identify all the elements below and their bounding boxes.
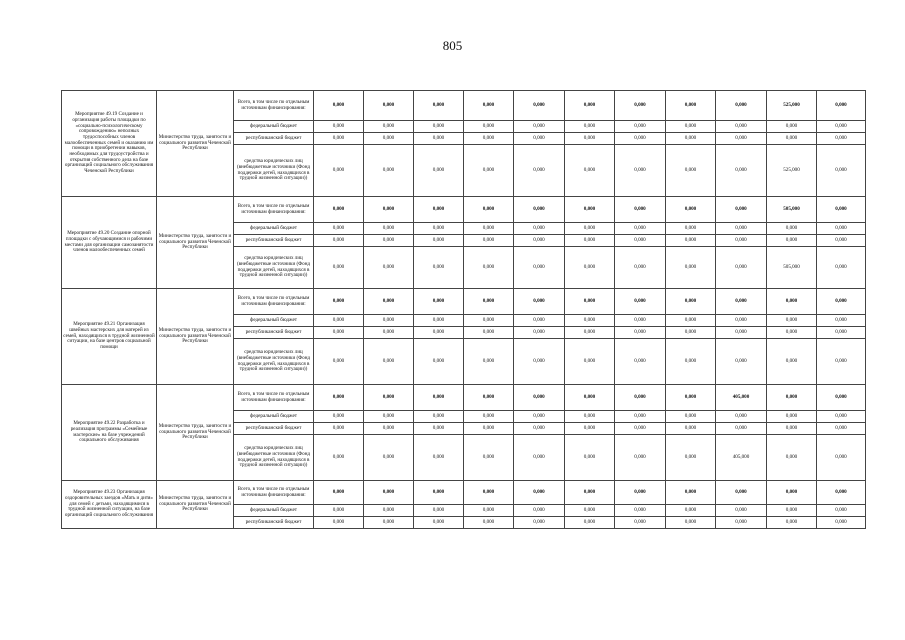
value-cell: 0,000 bbox=[817, 411, 866, 423]
value-cell: 0,000 bbox=[364, 339, 414, 385]
funding-source-cell: республиканский бюджет bbox=[234, 235, 314, 247]
value-cell: 0,000 bbox=[414, 289, 464, 315]
value-cell: 0,000 bbox=[414, 435, 464, 481]
table-row bbox=[62, 197, 866, 223]
value-cell: 0,000 bbox=[565, 315, 615, 327]
value-cell: 0,000 bbox=[565, 289, 615, 315]
value-cell: 0,000 bbox=[767, 411, 817, 423]
funding-source-cell: федеральный бюджет bbox=[234, 411, 314, 423]
value-cell: 0,000 bbox=[565, 505, 615, 517]
value-cell: 0,000 bbox=[314, 517, 364, 529]
value-cell: 0,000 bbox=[565, 197, 615, 223]
value-cell: 0,000 bbox=[414, 247, 464, 289]
value-cell: 0,000 bbox=[767, 235, 817, 247]
value-cell: 0,000 bbox=[414, 235, 464, 247]
value-cell: 0,000 bbox=[364, 327, 414, 339]
value-cell: 0,000 bbox=[514, 145, 565, 197]
value-cell: 0,000 bbox=[666, 505, 716, 517]
value-cell: 0,000 bbox=[464, 423, 514, 435]
value-cell: 0,000 bbox=[666, 315, 716, 327]
value-cell: 0,000 bbox=[817, 435, 866, 481]
value-cell: 0,000 bbox=[615, 121, 666, 133]
value-cell: 0,000 bbox=[464, 235, 514, 247]
value-cell: 0,000 bbox=[314, 235, 364, 247]
value-cell: 0,000 bbox=[615, 411, 666, 423]
value-cell: 0,000 bbox=[514, 91, 565, 121]
funding-source-cell: средства юридических лиц (внебюджетные источники (Фонд поддержки детей, находящихся в трудной жизненной ситуации)) bbox=[234, 247, 314, 289]
value-cell: 0,000 bbox=[716, 339, 767, 385]
measure-title: Мероприятие 49.22 Разработка и реализация программы «Семейные мастерские» на базе учреждений социального обслуживания bbox=[62, 385, 157, 481]
funding-source-cell: федеральный бюджет bbox=[234, 223, 314, 235]
value-cell: 0,000 bbox=[666, 145, 716, 197]
value-cell: 0,000 bbox=[666, 517, 716, 529]
value-cell: 0,000 bbox=[414, 517, 464, 529]
value-cell: 505,000 bbox=[767, 197, 817, 223]
value-cell: 0,000 bbox=[716, 481, 767, 505]
value-cell: 0,000 bbox=[615, 197, 666, 223]
value-cell: 0,000 bbox=[817, 517, 866, 529]
value-cell: 0,000 bbox=[817, 145, 866, 197]
value-cell: 0,000 bbox=[615, 235, 666, 247]
funding-source-cell: Всего, в том числе по отдельным источникам финансирования: bbox=[234, 385, 314, 411]
value-cell: 0,000 bbox=[514, 223, 565, 235]
value-cell: 0,000 bbox=[666, 327, 716, 339]
value-cell: 0,000 bbox=[716, 223, 767, 235]
value-cell: 0,000 bbox=[565, 339, 615, 385]
value-cell: 0,000 bbox=[414, 423, 464, 435]
value-cell: 0,000 bbox=[414, 223, 464, 235]
value-cell: 0,000 bbox=[666, 385, 716, 411]
value-cell: 0,000 bbox=[314, 423, 364, 435]
value-cell: 0,000 bbox=[464, 121, 514, 133]
value-cell: 0,000 bbox=[716, 327, 767, 339]
value-cell: 0,000 bbox=[666, 423, 716, 435]
value-cell: 0,000 bbox=[817, 315, 866, 327]
value-cell: 0,000 bbox=[414, 481, 464, 505]
value-cell: 0,000 bbox=[817, 197, 866, 223]
value-cell: 0,000 bbox=[615, 315, 666, 327]
value-cell: 0,000 bbox=[565, 327, 615, 339]
funding-source-cell: республиканский бюджет bbox=[234, 133, 314, 145]
value-cell: 0,000 bbox=[464, 481, 514, 505]
value-cell: 0,000 bbox=[364, 133, 414, 145]
value-cell: 0,000 bbox=[817, 235, 866, 247]
funding-source-cell: средства юридических лиц (внебюджетные источники (Фонд поддержки детей, находящихся в трудной жизненной ситуации)) bbox=[234, 435, 314, 481]
table-row bbox=[62, 385, 866, 411]
funding-source-cell: республиканский бюджет bbox=[234, 327, 314, 339]
value-cell: 0,000 bbox=[666, 339, 716, 385]
value-cell: 0,000 bbox=[464, 247, 514, 289]
value-cell: 0,000 bbox=[414, 327, 464, 339]
value-cell: 0,000 bbox=[615, 505, 666, 517]
value-cell: 0,000 bbox=[514, 423, 565, 435]
value-cell: 0,000 bbox=[514, 385, 565, 411]
value-cell: 0,000 bbox=[615, 327, 666, 339]
value-cell: 0,000 bbox=[364, 505, 414, 517]
value-cell: 0,000 bbox=[464, 339, 514, 385]
value-cell: 0,000 bbox=[514, 339, 565, 385]
value-cell: 0,000 bbox=[514, 517, 565, 529]
value-cell: 0,000 bbox=[767, 223, 817, 235]
value-cell: 0,000 bbox=[615, 385, 666, 411]
value-cell: 0,000 bbox=[817, 133, 866, 145]
value-cell: 0,000 bbox=[364, 385, 414, 411]
value-cell: 0,000 bbox=[767, 327, 817, 339]
executor-cell: Министерство труда, занятости и социального развития Чеченской Республики bbox=[157, 385, 234, 481]
value-cell: 0,000 bbox=[464, 133, 514, 145]
value-cell: 405,000 bbox=[716, 435, 767, 481]
value-cell: 0,000 bbox=[464, 91, 514, 121]
value-cell: 0,000 bbox=[314, 289, 364, 315]
value-cell: 0,000 bbox=[464, 517, 514, 529]
value-cell: 0,000 bbox=[716, 133, 767, 145]
value-cell: 0,000 bbox=[615, 133, 666, 145]
funding-source-cell: средства юридических лиц (внебюджетные источники (Фонд поддержки детей, находящихся в трудной жизненной ситуации)) bbox=[234, 145, 314, 197]
value-cell: 0,000 bbox=[666, 481, 716, 505]
value-cell: 0,000 bbox=[565, 223, 615, 235]
value-cell: 0,000 bbox=[767, 289, 817, 315]
value-cell: 0,000 bbox=[464, 197, 514, 223]
value-cell: 0,000 bbox=[565, 91, 615, 121]
value-cell: 0,000 bbox=[514, 197, 565, 223]
value-cell: 0,000 bbox=[464, 315, 514, 327]
table-row bbox=[62, 289, 866, 315]
value-cell: 0,000 bbox=[514, 315, 565, 327]
value-cell: 0,000 bbox=[817, 505, 866, 517]
value-cell: 0,000 bbox=[716, 247, 767, 289]
value-cell: 0,000 bbox=[414, 339, 464, 385]
executor-cell: Министерство труда, занятости и социального развития Чеченской Республики bbox=[157, 197, 234, 289]
value-cell: 525,000 bbox=[767, 91, 817, 121]
value-cell: 0,000 bbox=[414, 411, 464, 423]
value-cell: 0,000 bbox=[314, 315, 364, 327]
value-cell: 0,000 bbox=[666, 289, 716, 315]
value-cell: 0,000 bbox=[716, 289, 767, 315]
funding-source-cell: Всего, в том числе по отдельным источникам финансирования: bbox=[234, 289, 314, 315]
value-cell: 0,000 bbox=[314, 339, 364, 385]
value-cell: 0,000 bbox=[364, 411, 414, 423]
value-cell: 405,000 bbox=[716, 385, 767, 411]
value-cell: 0,000 bbox=[414, 133, 464, 145]
funding-source-cell: Всего, в том числе по отдельным источникам финансирования: bbox=[234, 91, 314, 121]
value-cell: 0,000 bbox=[364, 481, 414, 505]
value-cell: 0,000 bbox=[314, 481, 364, 505]
value-cell: 0,000 bbox=[514, 327, 565, 339]
value-cell: 0,000 bbox=[364, 247, 414, 289]
value-cell: 0,000 bbox=[514, 289, 565, 315]
value-cell: 0,000 bbox=[565, 121, 615, 133]
value-cell: 0,000 bbox=[565, 133, 615, 145]
value-cell: 0,000 bbox=[565, 145, 615, 197]
value-cell: 0,000 bbox=[565, 517, 615, 529]
value-cell: 0,000 bbox=[565, 481, 615, 505]
value-cell: 0,000 bbox=[314, 121, 364, 133]
value-cell: 0,000 bbox=[716, 505, 767, 517]
value-cell: 0,000 bbox=[767, 423, 817, 435]
value-cell: 0,000 bbox=[767, 385, 817, 411]
value-cell: 0,000 bbox=[615, 435, 666, 481]
value-cell: 0,000 bbox=[615, 517, 666, 529]
budget-table-body bbox=[62, 91, 866, 529]
value-cell: 0,000 bbox=[716, 517, 767, 529]
value-cell: 0,000 bbox=[817, 121, 866, 133]
value-cell: 0,000 bbox=[716, 235, 767, 247]
value-cell: 0,000 bbox=[464, 223, 514, 235]
value-cell: 0,000 bbox=[666, 197, 716, 223]
value-cell: 0,000 bbox=[716, 315, 767, 327]
value-cell: 0,000 bbox=[414, 91, 464, 121]
value-cell: 0,000 bbox=[364, 289, 414, 315]
value-cell: 0,000 bbox=[364, 121, 414, 133]
value-cell: 0,000 bbox=[716, 423, 767, 435]
value-cell: 0,000 bbox=[364, 91, 414, 121]
value-cell: 0,000 bbox=[464, 435, 514, 481]
value-cell: 0,000 bbox=[565, 385, 615, 411]
value-cell: 0,000 bbox=[817, 339, 866, 385]
value-cell: 0,000 bbox=[615, 481, 666, 505]
value-cell: 0,000 bbox=[514, 505, 565, 517]
value-cell: 0,000 bbox=[414, 197, 464, 223]
value-cell: 0,000 bbox=[364, 435, 414, 481]
value-cell: 0,000 bbox=[464, 505, 514, 517]
value-cell: 0,000 bbox=[314, 435, 364, 481]
value-cell: 0,000 bbox=[514, 411, 565, 423]
value-cell: 0,000 bbox=[817, 223, 866, 235]
executor-cell: Министерство труда, занятости и социального развития Чеченской Республики bbox=[157, 289, 234, 385]
value-cell: 0,000 bbox=[464, 327, 514, 339]
measure-title: Мероприятие 49.21 Организация швейных мастерских для матерей из семей, находящихся в трудной жизненной ситуации, на базе центров социальной помощи bbox=[62, 289, 157, 385]
value-cell: 0,000 bbox=[514, 121, 565, 133]
value-cell: 0,000 bbox=[666, 133, 716, 145]
value-cell: 0,000 bbox=[817, 289, 866, 315]
value-cell: 0,000 bbox=[514, 247, 565, 289]
value-cell: 0,000 bbox=[666, 121, 716, 133]
value-cell: 0,000 bbox=[314, 385, 364, 411]
value-cell: 0,000 bbox=[767, 517, 817, 529]
funding-source-cell: республиканский бюджет bbox=[234, 423, 314, 435]
value-cell: 0,000 bbox=[314, 247, 364, 289]
value-cell: 0,000 bbox=[314, 223, 364, 235]
value-cell: 0,000 bbox=[364, 423, 414, 435]
value-cell: 0,000 bbox=[767, 315, 817, 327]
value-cell: 0,000 bbox=[414, 315, 464, 327]
value-cell: 0,000 bbox=[364, 517, 414, 529]
value-cell: 0,000 bbox=[464, 385, 514, 411]
executor-cell: Министерство труда, занятости и социального развития Чеченской Республики bbox=[157, 481, 234, 529]
funding-source-cell: федеральный бюджет bbox=[234, 505, 314, 517]
value-cell: 0,000 bbox=[615, 223, 666, 235]
value-cell: 0,000 bbox=[666, 411, 716, 423]
value-cell: 0,000 bbox=[767, 435, 817, 481]
value-cell: 0,000 bbox=[565, 423, 615, 435]
value-cell: 0,000 bbox=[767, 481, 817, 505]
value-cell: 0,000 bbox=[817, 385, 866, 411]
value-cell: 0,000 bbox=[514, 133, 565, 145]
value-cell: 0,000 bbox=[314, 197, 364, 223]
value-cell: 0,000 bbox=[666, 435, 716, 481]
value-cell: 0,000 bbox=[817, 481, 866, 505]
value-cell: 0,000 bbox=[514, 481, 565, 505]
table-row bbox=[62, 481, 866, 505]
value-cell: 0,000 bbox=[565, 435, 615, 481]
value-cell: 0,000 bbox=[314, 91, 364, 121]
value-cell: 0,000 bbox=[314, 411, 364, 423]
value-cell: 0,000 bbox=[414, 121, 464, 133]
value-cell: 0,000 bbox=[615, 91, 666, 121]
measure-title: Мероприятие 49.23 Организация оздоровительных заездов «Мать и дитя» для семей с детьми, находящимися в трудной жизненной ситуации, на базе организаций социального обслуживания bbox=[62, 481, 157, 529]
value-cell: 505,000 bbox=[767, 247, 817, 289]
measure-title: Мероприятие 49.20 Создание опорной площадки с обучающимися и рабочими местами для организации самозанятости членов малообеспеченных семей bbox=[62, 197, 157, 289]
value-cell: 0,000 bbox=[314, 505, 364, 517]
value-cell: 525,000 bbox=[767, 145, 817, 197]
executor-cell: Министерство труда, занятости и социального развития Чеченской Республики bbox=[157, 91, 234, 197]
value-cell: 0,000 bbox=[565, 235, 615, 247]
value-cell: 0,000 bbox=[716, 411, 767, 423]
budget-table bbox=[61, 90, 866, 529]
value-cell: 0,000 bbox=[767, 505, 817, 517]
value-cell: 0,000 bbox=[666, 91, 716, 121]
value-cell: 0,000 bbox=[767, 133, 817, 145]
value-cell: 0,000 bbox=[464, 289, 514, 315]
value-cell: 0,000 bbox=[364, 235, 414, 247]
value-cell: 0,000 bbox=[767, 339, 817, 385]
value-cell: 0,000 bbox=[666, 223, 716, 235]
value-cell: 0,000 bbox=[666, 247, 716, 289]
value-cell: 0,000 bbox=[414, 385, 464, 411]
value-cell: 0,000 bbox=[716, 145, 767, 197]
value-cell: 0,000 bbox=[716, 197, 767, 223]
value-cell: 0,000 bbox=[716, 91, 767, 121]
value-cell: 0,000 bbox=[615, 145, 666, 197]
value-cell: 0,000 bbox=[514, 435, 565, 481]
value-cell: 0,000 bbox=[817, 247, 866, 289]
value-cell: 0,000 bbox=[767, 121, 817, 133]
measure-title: Мероприятие 49.19 Создание и организация работы площадки по «социально-психологическому сопровождению» неполных трудоспособных членов малообеспеченных семей и оказанию им помощи в приобретении навыков, необходимых для трудоустройства и открытия собственного дела на базе организаций социального обслуживания Чеченской Республики bbox=[62, 91, 157, 197]
value-cell: 0,000 bbox=[817, 327, 866, 339]
value-cell: 0,000 bbox=[464, 145, 514, 197]
funding-source-cell: федеральный бюджет bbox=[234, 121, 314, 133]
value-cell: 0,000 bbox=[364, 315, 414, 327]
page-number: 805 bbox=[442, 38, 463, 53]
value-cell: 0,000 bbox=[364, 223, 414, 235]
value-cell: 0,000 bbox=[314, 133, 364, 145]
funding-source-cell: средства юридических лиц (внебюджетные источники (Фонд поддержки детей, находящихся в трудной жизненной ситуации)) bbox=[234, 339, 314, 385]
value-cell: 0,000 bbox=[314, 145, 364, 197]
funding-source-cell: республиканский бюджет bbox=[234, 517, 314, 529]
value-cell: 0,000 bbox=[615, 289, 666, 315]
funding-source-cell: федеральный бюджет bbox=[234, 315, 314, 327]
value-cell: 0,000 bbox=[817, 91, 866, 121]
value-cell: 0,000 bbox=[817, 423, 866, 435]
value-cell: 0,000 bbox=[666, 235, 716, 247]
value-cell: 0,000 bbox=[716, 121, 767, 133]
value-cell: 0,000 bbox=[364, 145, 414, 197]
value-cell: 0,000 bbox=[514, 235, 565, 247]
value-cell: 0,000 bbox=[615, 339, 666, 385]
value-cell: 0,000 bbox=[565, 247, 615, 289]
value-cell: 0,000 bbox=[615, 423, 666, 435]
funding-source-cell: Всего, в том числе по отдельным источникам финансирования: bbox=[234, 197, 314, 223]
value-cell: 0,000 bbox=[464, 411, 514, 423]
table-row bbox=[62, 91, 866, 121]
value-cell: 0,000 bbox=[565, 411, 615, 423]
funding-source-cell: Всего, в том числе по отдельным источникам финансирования: bbox=[234, 481, 314, 505]
value-cell: 0,000 bbox=[314, 327, 364, 339]
value-cell: 0,000 bbox=[414, 505, 464, 517]
value-cell: 0,000 bbox=[364, 197, 414, 223]
value-cell: 0,000 bbox=[414, 145, 464, 197]
value-cell: 0,000 bbox=[615, 247, 666, 289]
